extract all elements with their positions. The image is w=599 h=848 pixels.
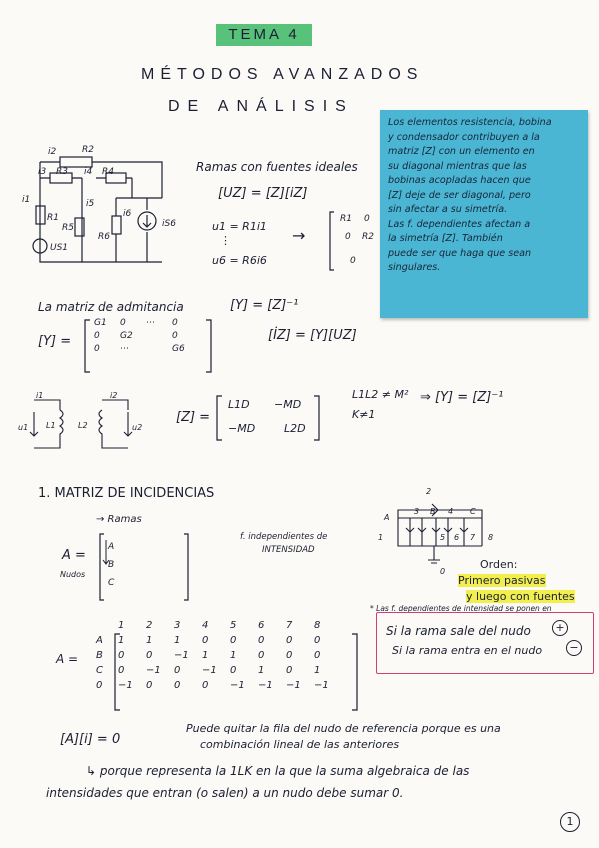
circuit-label: R1 [47,213,59,223]
row-header: A [96,635,103,646]
matrix-cell: G2 [120,331,133,341]
matrix-cell: 0 [94,331,100,341]
coupled-label: i1 [36,392,44,400]
branch-equation-1: u1 = R1i1 [212,220,267,233]
z-cell: −MD [274,398,302,411]
branch-equation-6: u6 = R6i6 [212,254,267,267]
circuit-label: i3 [38,167,47,177]
a-matrix-outline [96,530,196,604]
note-line: bobinas acopladas hacen que [388,175,531,186]
matrix-cell: −1 [286,680,301,691]
coupling-condition: K≠1 [352,408,376,421]
impedance-equation: [UZ] = [Z][iZ] [218,186,308,201]
note-line: sin afectar a su simetría. [388,204,508,215]
admittance-heading: La matriz de admitancia [38,300,184,314]
matrix-cell: 0 [230,635,237,646]
circuit-label: i4 [84,167,93,177]
matrix-cell: 0 [174,665,181,676]
matrix-cell: 1 [230,650,237,661]
graph-label: 1 [378,533,384,542]
matrix-cell: G1 [94,318,107,328]
diag-zero: 0 [345,232,351,242]
circuit-label: i2 [48,147,57,157]
z-label: [Z] = [176,410,211,425]
explanation-line: combinación lineal de las anteriores [200,738,400,751]
circuit-label: i1 [22,195,31,205]
graph-label: C [470,507,476,516]
matrix-cell: 0 [230,665,237,676]
graph-label: 5 [440,533,446,542]
column-header: 7 [286,620,293,631]
note-line: puede ser que haga que sean [388,247,532,259]
matrix-cell: 0 [202,680,209,691]
matrix-cell: 1 [258,665,265,676]
matrix-cell [146,344,172,354]
circuit-label: US1 [50,243,69,253]
coupled-inductors-diagram [18,392,148,454]
sticky-note [380,110,588,318]
column-header: 3 [174,620,181,631]
explanation-line: intensidades que entran (o salen) a un nudo debe sumar 0. [46,786,404,800]
matrix-cell: 1 [146,635,153,646]
column-header: 5 [230,620,237,631]
matrix-cell: −1 [230,680,245,691]
note-line: la simetría [Z]. También [388,233,503,244]
matrix-cell: −1 [174,650,189,661]
diag-zero: 0 [364,214,370,224]
circuit-diagram [22,140,192,275]
column-header: 4 [202,620,209,631]
circuit-label: i6 [123,209,132,219]
explanation-line: Puede quitar la fila del nudo de referencia porque es una [186,722,501,735]
matrix-cell: 0 [146,650,153,661]
column-header: 8 [314,620,321,631]
inverse-result: ⇒ [Y] = [Z]⁻¹ [420,390,504,405]
matrix-cell: 0 [172,331,178,341]
row-header: 0 [96,680,103,691]
matrix-cell: 0 [258,650,265,661]
matrix-cell: 0 [286,635,293,646]
matrix-cell: 0 [118,665,125,676]
orden-step-1: Primero pasivas [458,574,546,587]
circuit-label: R6 [98,232,110,242]
matrix-cell: 0 [146,680,153,691]
ellipsis: ⋮ [220,234,231,247]
kcl-equation: [A][i] = 0 [60,732,121,747]
graph-label: A [384,513,390,522]
arrow: → [292,226,306,245]
independent-sources-note: f. independientes de [240,532,328,542]
independent-sources-note: INTENSIDAD [262,545,315,555]
coupled-label: L1 [46,421,56,430]
y-matrix [94,318,204,354]
explanation-line: ↳ porque representa la 1LK en la que la suma algebraica de las [86,764,470,778]
matrix-cell: 1 [202,650,209,661]
note-line: [Z] deje de ser diagonal, pero [388,189,531,201]
matrix-a [96,620,342,691]
coupled-label: L2 [78,421,88,430]
coupled-label: u1 [18,423,29,432]
page-title-line2: DE ANÁLISIS [168,98,354,115]
ramas-heading: Ramas con fuentes ideales [196,160,358,174]
column-header: 1 [118,620,125,631]
column-header: 6 [258,620,265,631]
note-line: singulares. [388,262,441,273]
circuit-label: iS6 [162,219,176,229]
circuit-label: R5 [62,223,74,233]
row-label: B [108,560,115,570]
matrix-cell: 1 [314,665,321,676]
row-header: B [96,650,103,661]
matrix-cell: 0 [202,635,209,646]
matrix-cell: 0 [314,650,321,661]
graph-label: 0 [440,567,446,576]
matrix-cell: 0 [120,318,126,328]
orden-label: Orden: [480,558,518,571]
orden-step-2: y luego con fuentes [466,590,575,603]
graph-label: 8 [488,533,494,542]
page-number: 1 [560,812,580,832]
z-cell: L1D [228,398,250,411]
z-cell: L2D [284,422,306,435]
z-cell: −MD [228,422,256,435]
matrix-cell: ⋯ [146,318,155,328]
a-label: A = [62,548,86,563]
row-label: A [108,542,115,552]
ramas-label: → Ramas [96,514,142,525]
matrix-cell: −1 [202,665,217,676]
topic-banner: TEMA 4 [216,24,312,46]
admittance-equation: [Y] = [Z]⁻¹ [230,298,299,313]
matrix-cell: 0 [286,665,293,676]
diag-r1: R1 [340,214,352,224]
coupled-label: i2 [110,392,118,400]
column-header: 2 [146,620,153,631]
current-equation: [İZ] = [Y][UZ] [268,328,357,343]
sign-rule-in: Si la rama entra en el nudo [392,644,543,657]
note-line: matriz [Z] con un elemento en [388,146,535,157]
matrix-cell: −1 [314,680,329,691]
matrix-cell: −1 [146,665,161,676]
matrix-cell: 0 [172,318,178,328]
matrix-cell: −1 [258,680,273,691]
matrix-a-label: A = [56,652,79,666]
circuit-label: R2 [82,145,94,155]
matrix-cell: 0 [286,650,293,661]
dependent-sources-note: * Las f. dependientes de intensidad se ponen en [370,604,552,613]
matrix-cell: 0 [118,650,125,661]
coupled-label: u2 [132,423,143,432]
sign-rule-out: Si la rama sale del nudo [386,624,531,638]
note-line: Las f. dependientes afectan a [388,218,531,230]
circuit-label: i5 [86,199,95,209]
graph-label: 3 [414,507,420,516]
page-title-line1: MÉTODOS AVANZADOS [141,66,424,83]
row-label: C [108,578,115,588]
minus-sign: − [566,640,582,656]
matrix-cell: 1 [174,635,181,646]
matrix-cell: ⋯ [120,344,129,354]
circuit-label: R4 [102,167,114,177]
y-label: [Y] = [38,334,72,349]
plus-sign: + [552,620,568,636]
matrix-cell: G6 [172,344,185,354]
note-line: y condensador contribuyen a la [388,131,540,143]
note-line: su diagonal mientras que las [388,160,527,172]
matrix-cell: −1 [118,680,133,691]
graph-label: 6 [454,533,460,542]
matrix-cell [146,331,172,341]
graph-label: 4 [448,507,454,516]
diag-r2: R2 [362,232,374,242]
matrix-cell: 0 [258,635,265,646]
graph-label: 2 [426,487,432,496]
graph-label: B [430,507,436,516]
nudos-label: Nudos [60,570,86,579]
circuit-label: R3 [56,167,68,177]
note-line: Los elementos resistencia, bobina [388,117,552,128]
matrix-cell: 0 [314,635,321,646]
coupling-condition: L1L2 ≠ M² [352,388,409,401]
diag-zero: 0 [350,256,356,266]
matrix-cell: 1 [118,635,125,646]
graph-label: 7 [470,533,476,542]
section-heading: 1. MATRIZ DE INCIDENCIAS [38,486,215,501]
matrix-cell: 0 [94,344,100,354]
matrix-cell: 0 [174,680,181,691]
row-header: C [96,665,103,676]
